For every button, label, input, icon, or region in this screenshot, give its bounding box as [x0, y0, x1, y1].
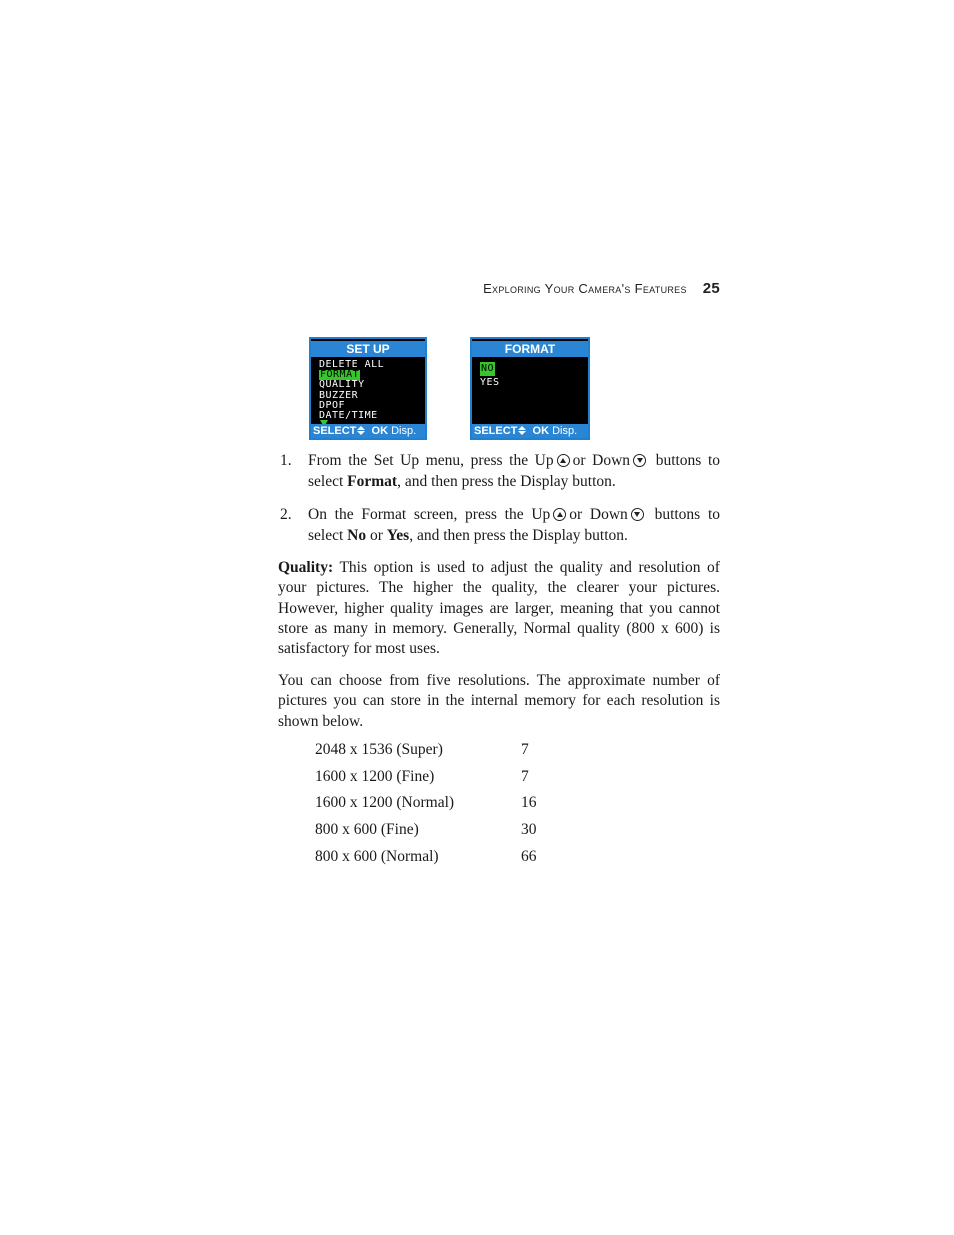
resolution-name: 800 x 600 (Normal)	[315, 847, 439, 865]
quality-label: Quality:	[278, 559, 334, 576]
format-screen-footer	[472, 424, 588, 438]
setup-menu-items	[319, 360, 384, 421]
menu-item: DATE/TIME	[319, 410, 378, 422]
step-number: 2.	[280, 506, 292, 523]
footer-select: SELECT	[474, 425, 518, 437]
step-text: , and then press the Display button.	[409, 526, 628, 544]
running-header	[440, 280, 720, 297]
step-bold-term: Yes	[386, 526, 410, 544]
setup-menu-screen	[309, 337, 427, 440]
step-text: buttons to select	[308, 506, 720, 544]
table-row	[315, 737, 537, 764]
step-1	[278, 451, 720, 492]
table-row	[315, 817, 537, 844]
menu-item: QUALITY	[319, 379, 365, 391]
up-button-icon	[553, 508, 566, 521]
quality-text: This option is used to adjust the quality and resolution of your pictures. The higher the quality, the clearer your pictures. However, higher quality images are larger, meaning that you cannot store as many in memory. Generally, Normal quality (800 x 600) is satisfactory for most uses.	[278, 559, 720, 658]
quality-paragraph	[278, 558, 720, 659]
table-row	[315, 790, 537, 817]
step-number: 1.	[280, 452, 292, 469]
resolution-name: 1600 x 1200 (Fine)	[315, 767, 435, 785]
step-text: , and then press the Display button.	[397, 472, 616, 490]
table-row	[315, 843, 537, 870]
resolution-count: 16	[521, 794, 537, 812]
up-down-arrows-icon	[357, 426, 365, 436]
up-button-icon	[557, 454, 570, 467]
format-option-highlighted: NO	[481, 363, 495, 374]
step-bold-term: Format	[347, 472, 398, 490]
footer-disp: Disp.	[552, 425, 578, 437]
menu-item: DELETE ALL	[319, 359, 385, 370]
footer-ok: OK	[532, 425, 550, 437]
setup-screen-footer	[311, 424, 425, 438]
resolution-name: 2048 x 1536 (Super)	[315, 741, 443, 759]
resolution-name: 1600 x 1200 (Normal)	[315, 794, 455, 812]
section-title: Exploring Your Camera's Features	[483, 281, 687, 296]
table-row	[315, 764, 537, 791]
menu-item-highlighted: FORMAT	[320, 369, 360, 381]
step-2	[278, 505, 720, 546]
menu-item: BUZZER	[319, 389, 359, 401]
step-text: buttons to select	[308, 452, 721, 490]
down-button-icon	[631, 508, 644, 521]
step-text: From the Set Up menu, press the Up	[308, 452, 554, 469]
step-text: or Down	[572, 452, 631, 469]
setup-screen-title: SET UP	[311, 341, 425, 357]
footer-select: SELECT	[313, 425, 357, 437]
step-text: On the Format screen, press the Up	[308, 506, 551, 523]
down-button-icon	[633, 454, 646, 467]
resolution-name: 800 x 600 (Fine)	[315, 821, 419, 839]
step-bold-term: No	[347, 526, 367, 544]
up-down-arrows-icon	[518, 426, 526, 436]
footer-disp: Disp.	[391, 425, 417, 437]
format-screen	[470, 337, 590, 440]
resolution-count: 30	[521, 821, 537, 839]
format-options	[480, 362, 500, 390]
format-option: YES	[480, 377, 500, 388]
format-screen-title: FORMAT	[472, 341, 588, 357]
resolution-count: 7	[521, 741, 529, 759]
page-number: 25	[702, 280, 720, 297]
menu-item: DPOF	[319, 399, 346, 411]
resolutions-intro: You can choose from five resolutions. The approximate number of pictures you can store in the internal memory for each resolution is shown below.	[278, 672, 720, 730]
footer-ok: OK	[371, 425, 389, 437]
step-text: or Down	[569, 506, 628, 523]
resolution-count: 7	[521, 767, 529, 785]
resolution-count: 66	[521, 847, 537, 865]
step-text: or	[370, 526, 383, 544]
resolutions-table	[315, 737, 537, 870]
